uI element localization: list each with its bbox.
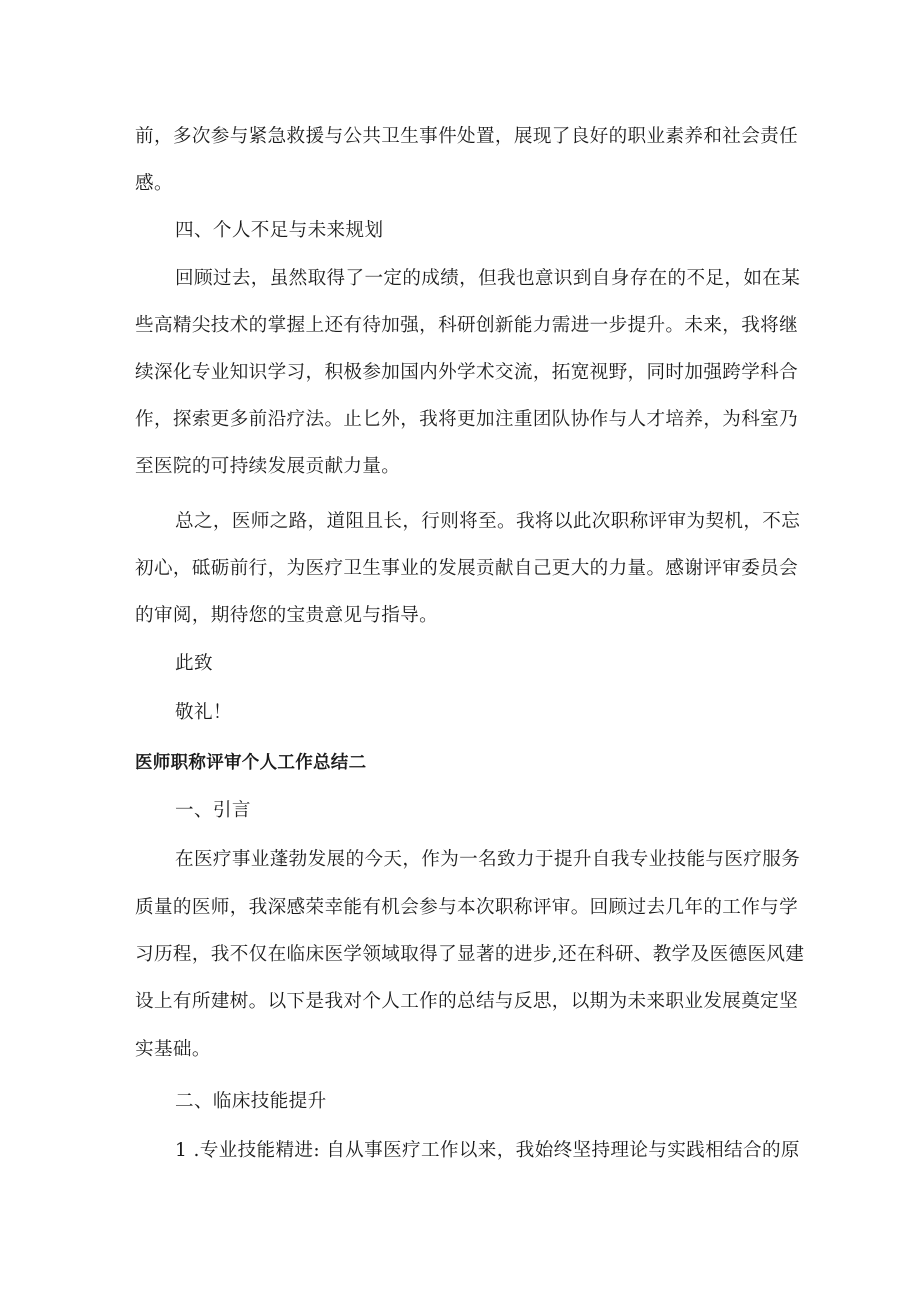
paragraph-line: 的审阅，期待您的宝贵意见与指导。 <box>135 605 439 626</box>
paragraph-line: 实基础。 <box>135 1039 211 1060</box>
paragraph-line: 感。 <box>135 173 173 194</box>
paragraph-line: 设上有所建树。以下是我对个人工作的总结与反思，以期为未来职业发展奠定坚 <box>135 991 799 1012</box>
paragraph-line: 些高精尖技术的掌握上还有待加强，科研创新能力需进一步提升。未来，我将继 <box>135 315 799 336</box>
paragraph-line: 至医院的可持续发展贡献力量。 <box>135 456 401 477</box>
paragraph-line: 前，多次参与紧急救援与公共卫生事件处置，展现了良好的职业素养和社会责任 <box>135 126 799 147</box>
closing-line: 此致 <box>175 653 213 674</box>
paragraph-line: 习历程，我不仅在临床医学领域取得了显著的进步,还在科研、教学及医德医风建 <box>135 944 805 965</box>
paragraph-line: 在医疗事业蓬勃发展的今天，作为一名致力于提升自我专业技能与医疗服务 <box>175 849 801 870</box>
section-heading: 一、引言 <box>175 800 251 821</box>
paragraph-line: 初心，砥砺前行，为医疗卫生事业的发展贡献自己更大的力量。感谢评审委员会 <box>135 558 799 579</box>
paragraph-line: 作，探索更多前沿疗法。止匕外，我将更加注重团队协作与人才培养，为科室乃 <box>135 409 799 430</box>
list-item: 1 .专业技能精进: 自从事医疗工作以来，我始终坚持理论与实践相结合的原 <box>175 1140 800 1161</box>
paragraph-line: 续深化专业知识学习，积极参加国内外学术交流，拓宽视野，同时加强跨学科合 <box>135 362 799 383</box>
paragraph-line: 质量的医师，我深感荣幸能有机会参与本次职称评审。回顾过去几年的工作与学 <box>135 897 799 918</box>
document-title: 医师职称评审个人工作总结二 <box>135 753 367 773</box>
section-heading: 四、个人不足与未来规划 <box>175 220 384 241</box>
paragraph-line: 总之，医师之路，道阻且长，行则将至。我将以此次职称评审为契机，不忘 <box>175 511 801 532</box>
closing-line: 敬礼！ <box>175 702 232 723</box>
paragraph-line: 回顾过去，虽然取得了一定的成绩，但我也意识到自身存在的不足，如在某 <box>175 268 801 289</box>
section-heading: 二、临床技能提升 <box>175 1091 327 1112</box>
